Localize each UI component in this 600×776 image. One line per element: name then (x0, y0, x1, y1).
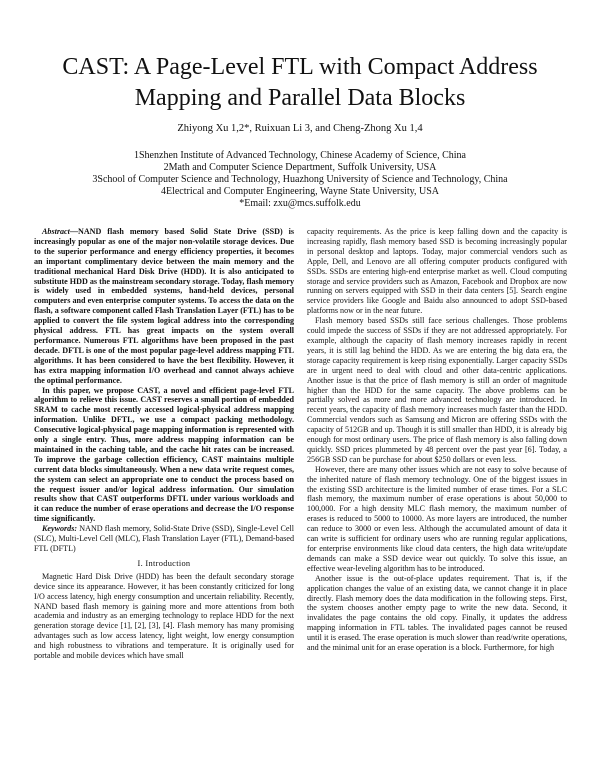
section-heading-introduction: I. Introduction (137, 558, 191, 568)
right-paragraph-4: Another issue is the out-of-place updates requirement. That is, if the application changes the value of an existing data, we cannot change it in place directly. Flash memory does the data modification in the following steps. First, the system chooses another empty page to write the new data. Second, it invalidates the page contains the old copy. Finally, it updates the address mapping information in FTL tables. The invalidated pages cannot be reused until it is erased. The erase operation is much slower than read/write operations, and the minimal unit for an erase operation is a block. Furthermore, for high (307, 573, 567, 653)
abstract-paragraph-2: In this paper, we propose CAST, a novel and efficient page-level FTL algorithm to relieve this issue. CAST reserves a small portion of embedded SRAM to cache most recently accessed logical-physical address mapping information. Unlike DFTL, we use a compact packing methodology. Consecutive logical-physical page mapping information is represented with only a single entry. Thus, more address mapping information can be maintained in the caching table, and the cache hit rates can be increased. To improve the garbage collection efficiency, CAST maintains multiple current data blocks simultaneously. When a new data write request comes, the system can select an appropriate one to conduct the process based on the request issuer and/or logical address information. Our simulation results show that CAST outperforms DFTL under various workloads and it can reduce the number of erase operations and decrease the I/O response time significantly. (34, 385, 294, 524)
author-email: *Email: zxu@mcs.suffolk.edu (239, 198, 361, 209)
abstract-paragraph-1 (34, 227, 294, 386)
paper-title (40, 52, 560, 114)
title-line-2: Mapping and Parallel Data Blocks (134, 85, 466, 111)
affiliation-1: 1Shenzhen Institute of Advanced Technology, Chinese Academy of Science, China (134, 150, 466, 161)
right-column (307, 227, 567, 653)
author-list: Zhiyong Xu 1,2*, Ruixuan Li 3, and Cheng-Zhong Xu 1,4 (177, 123, 423, 134)
right-paragraph-2: Flash memory based SSDs still face serious challenges. Those problems could impede the success of SSDs if they are not addressed appropriately. For example, although the capacity of flash memory increases rapidly in recent years, it is still lag behind the HDD. As we are entering the big data era, the storage capacity requirement is keep rising exponentially. Larger capacity SSDs are in urgent need to deal with cloud and other data-centric applications. Another issue is that the price of flash memory is still an order of magnitude higher than the HDD for the same capacity. The above problems can be partially solved as more and more advanced technology are introduced. In recent years, the capacity of flash memory increases much faster than the HDD. Commercial vendors such as Samsung and Micron are offering SSDs with the capacity of 512GB and up. Though it is still smaller than HDD, it is already big enough for most ordinary users. The price of flash memory is also falling down quickly. SSD prices plummeted by 48 percent over the past year [6]. Today, a 256GB SSD can be purchase for about $250 dollars or even less. (307, 316, 567, 464)
affiliation-3: 3School of Computer Science and Technology, Huazhong University of Science and Technology, China (92, 174, 508, 185)
keywords-paragraph (34, 524, 294, 554)
left-column (34, 227, 294, 661)
right-paragraph-3: However, there are many other issues which are not easy to solve because of the inherited nature of flash memory technology. One of the biggest issues in the existing SSD architecture is the limited number of erase times. For a SLC flash memory, the maximum number of erase operations is about 50,000 to 100,000. For a high density MLC flash memory, the maximum number of erases is reduced to 5000 to 10000. As more layers are introduced, the number can reduce to 3000 or even less. Although the accumulated amount of data it can write is sufficient for ordinary users who are running regular applications, for enterprise environments like cloud data centers, the high data write/update demands can make a SSD device wear out quickly. To solve this issue, an effective wear-leveling algorithm has to be introduced. (307, 464, 567, 573)
affiliation-2: 2Math and Computer Science Department, Suffolk University, USA (163, 162, 437, 173)
keywords-label: Keywords: (42, 524, 78, 534)
intro-paragraph-1: Magnetic Hard Disk Drive (HDD) has been the default secondary storage device since its appearance. However, it has been constantly criticized for long I/O access latency, high energy consumption and uncertain reliability. Recently, NAND based flash memory is gaining more and more attentions from both academia and industry as an emerging technology to replace HDD for the next generation storage device [1], [2], [3], [4]. Flash memory has many promising advantages such as low access latency, light weight, low energy consumption and high robustness to vibrations and temperature. It is originally used for portable and mobile devices which have small (34, 571, 294, 661)
title-line-1: CAST: A Page-Level FTL with Compact Address (62, 54, 538, 80)
keywords-text: NAND flash memory, Solid-State Drive (SSD), Single-Level Cell (SLC), Multi-Level Cell (MLC), Flash Translation Layer (FTL), Demand-based FTL (DFTL) (34, 524, 294, 553)
right-paragraph-1: capacity requirements. As the price is keep falling down and the capacity is increasing rapidly, flash memory based SSD is becoming increasingly popular in personal desktop and laptops. Today, major commercial vendors such as Apple, Dell, and Lenovo are all offering computer products configured with SSDs. SSDs are entering high-end enterprise market as well. Cloud computing storage and service providers such as Amazon, Facebook and Dropbox are now running on servers equipped with SSD in their data centers [5]. Search engine service providers like Google and Baidu also announced to adopt SSD-based platforms now or in the near future. (307, 227, 567, 316)
abstract-label: Abstract (42, 227, 70, 236)
affiliation-4: 4Electrical and Computer Engineering, Wayne State University, USA (160, 186, 439, 197)
abstract-text-1: —NAND flash memory based Solid State Drive (SSD) is increasingly popular as one of the major non-volatile storage devices. Due to the superior performance and energy efficiency properties, it becomes an important complimentary device between the main memory and the traditional mechanical Hard Disk Drive (HDD). It is also anticipated to substitute HDD as the mainstream secondary storage. Today, flash memory is widely used in embedded systems, hand-held devices, personal computers and even enterprise computer systems. To access the data on the flash, a software component called Flash Translation Layer (FTL) has to be applied to convert the file system logical address into the corresponding physical address. FTL has great impacts on the system overall performance. Numerous FTL algorithms have been proposed in the past decade. DFTL is one of the most popular page-level address mapping FTL algorithms. It has been considered to have the best flexibility. However, it has extra mapping information I/O overhead and cannot always achieve the optimal performance. (34, 227, 294, 385)
